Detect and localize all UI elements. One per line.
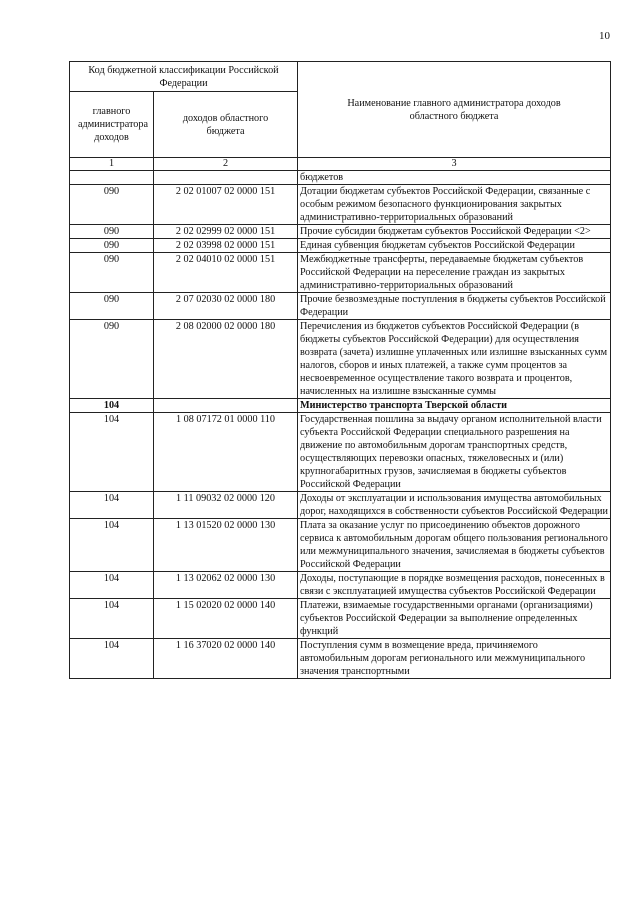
table-row — [70, 399, 611, 413]
cell-admin-code: 104 — [70, 519, 154, 572]
cell-admin-code: 090 — [70, 225, 154, 239]
cell-admin-code: 104 — [70, 413, 154, 492]
cell-admin-code: 090 — [70, 253, 154, 293]
cell-admin-name: Прочие субсидии бюджетам субъектов Российской Федерации <2> — [298, 225, 611, 239]
table-row — [70, 492, 611, 519]
table-row — [70, 293, 611, 320]
cell-budget-code: 1 13 01520 02 0000 130 — [154, 519, 298, 572]
table-row — [70, 599, 611, 639]
cell-admin-name: Доходы, поступающие в порядке возмещения расходов, понесенных в связи с эксплуатацией имущества субъектов Российской Федерации — [298, 572, 611, 599]
cell-admin-name: Перечисления из бюджетов субъектов Российской Федерации (в бюджеты субъектов Российской Федерации) для осуществления возврата (зачета) излишне уплаченных или излишне взысканных сумм налогов, сборов и иных платежей, а также сумм процентов за несвоевременное осуществление такого возврата и процентов, начисленных на излишне взысканные суммы — [298, 320, 611, 399]
cell-admin-code: 104 — [70, 572, 154, 599]
cell-admin-name: Министерство транспорта Тверской области — [298, 399, 611, 413]
col-number-2: 2 — [154, 158, 298, 171]
cell-admin-code: 090 — [70, 320, 154, 399]
table-row — [70, 413, 611, 492]
cell-budget-code: 2 02 03998 02 0000 151 — [154, 239, 298, 253]
cell-admin-code: 104 — [70, 639, 154, 679]
header-col1-label: главного администратора доходов — [70, 92, 154, 158]
page-number: 10 — [599, 30, 610, 42]
cell-budget-code: 1 15 02020 02 0000 140 — [154, 599, 298, 639]
cell-admin-code: 104 — [70, 399, 154, 413]
cell-budget-code — [154, 399, 298, 413]
table-row — [70, 185, 611, 225]
cell-admin-code: 104 — [70, 599, 154, 639]
table-row — [70, 253, 611, 293]
cell-admin-code: 104 — [70, 492, 154, 519]
table-row — [70, 519, 611, 572]
cell-admin-name: Прочие безвозмездные поступления в бюджеты субъектов Российской Федерации — [298, 293, 611, 320]
cell-admin-name: Единая субвенция бюджетам субъектов Российской Федерации — [298, 239, 611, 253]
cell-budget-code: 1 13 02062 02 0000 130 — [154, 572, 298, 599]
cell-admin-code — [70, 171, 154, 185]
cell-budget-code: 2 02 02999 02 0000 151 — [154, 225, 298, 239]
cell-admin-name: Доходы от эксплуатации и использования имущества автомобильных дорог, находящихся в собственности субъектов Российской Федерации — [298, 492, 611, 519]
table-row — [70, 320, 611, 399]
cell-budget-code: 2 02 04010 02 0000 151 — [154, 253, 298, 293]
cell-budget-code: 2 07 02030 02 0000 180 — [154, 293, 298, 320]
cell-budget-code: 1 08 07172 01 0000 110 — [154, 413, 298, 492]
table-row — [70, 572, 611, 599]
cell-admin-code: 090 — [70, 185, 154, 225]
cell-admin-name: Дотации бюджетам субъектов Российской Федерации, связанные с особым режимом безопасного функционирования закрытых административно-территориальных образований — [298, 185, 611, 225]
table-row — [70, 225, 611, 239]
cell-budget-code: 1 11 09032 02 0000 120 — [154, 492, 298, 519]
col-number-1: 1 — [70, 158, 154, 171]
col-number-3: 3 — [298, 158, 611, 171]
table-row — [70, 171, 611, 185]
cell-admin-name: Плата за оказание услуг по присоединению объектов дорожного сервиса к автомобильным дорогам общего пользования регионального или межмуниципального значения, зачисляемая в бюджеты субъектов Российской Федерации — [298, 519, 611, 572]
cell-admin-name: Государственная пошлина за выдачу органом исполнительной власти субъекта Российской Федерации специального разрешения на движение по автомобильным дорогам транспортных средств, осуществляющих перевозки опасных, тяжеловесных и (или) крупногабаритных грузов, зачисляемая в бюджеты субъектов Российской Федерации — [298, 413, 611, 492]
header-col3-label: Наименование главного администратора доходов областного бюджета — [298, 62, 611, 158]
cell-admin-name: Платежи, взимаемые государственными органами (организациями) субъектов Российской Федерации за выполнение определенных функций — [298, 599, 611, 639]
cell-admin-name: бюджетов — [298, 171, 611, 185]
table-row — [70, 639, 611, 679]
header-group-label: Код бюджетной классификации Российской Федерации — [70, 62, 298, 92]
cell-admin-code: 090 — [70, 293, 154, 320]
cell-admin-name: Поступления сумм в возмещение вреда, причиняемого автомобильным дорогам регионального или межмуниципального значения транспортными — [298, 639, 611, 679]
table-row — [70, 239, 611, 253]
budget-classification-table — [69, 61, 611, 679]
cell-budget-code — [154, 171, 298, 185]
cell-budget-code: 2 02 01007 02 0000 151 — [154, 185, 298, 225]
cell-budget-code: 2 08 02000 02 0000 180 — [154, 320, 298, 399]
header-col2-label: доходов областного бюджета — [154, 92, 298, 158]
cell-admin-name: Межбюджетные трансферты, передаваемые бюджетам субъектов Российской Федерации на переселение граждан из закрытых административно-территориальных образований — [298, 253, 611, 293]
cell-budget-code: 1 16 37020 02 0000 140 — [154, 639, 298, 679]
cell-admin-code: 090 — [70, 239, 154, 253]
